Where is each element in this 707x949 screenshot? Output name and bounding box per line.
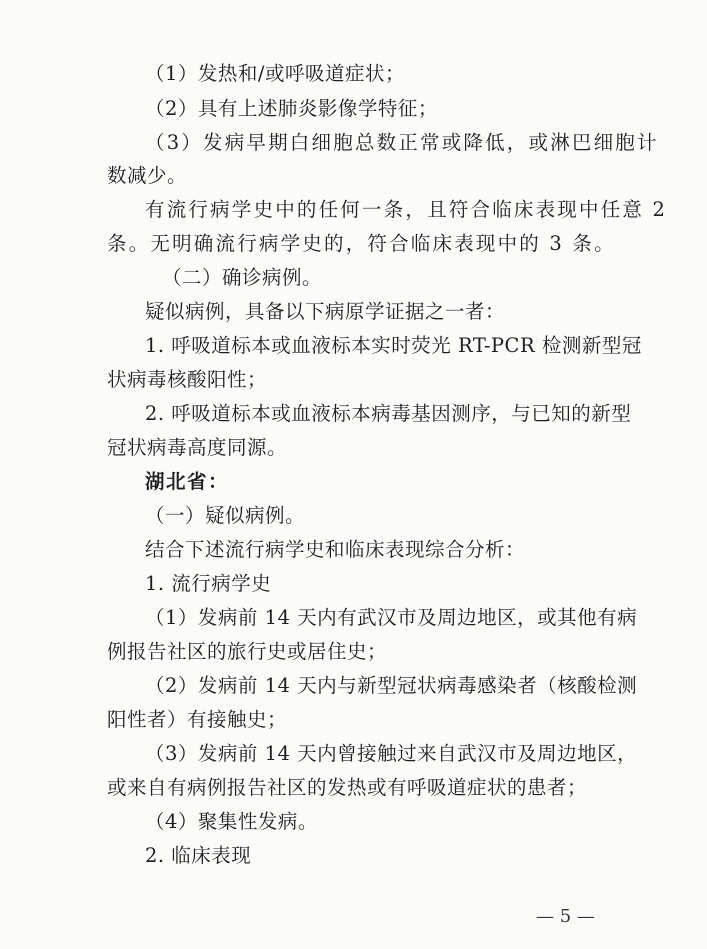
text-line: 例报告社区的旅行史或居住史； [107, 640, 388, 663]
text-line: （2）具有上述肺炎影像学特征； [145, 97, 438, 120]
text-line: 条。无明确流行病学史的，符合临床表现中的 3 条。 [107, 232, 616, 255]
text-line: 数减少。 [107, 164, 188, 187]
text-line: 疑似病例，具备以下病原学证据之一者： [145, 300, 506, 323]
region-heading: 湖北省： [145, 470, 230, 493]
text-line: 或来自有病例报告社区的发热或有呼吸道症状的患者； [107, 776, 588, 799]
text-line: （2）发病前 14 天内与新型冠状病毒感染者（核酸检测 [145, 674, 638, 697]
text-line: （1）发病前 14 天内有武汉市及周边地区，或其他有病 [145, 606, 638, 629]
section-heading: （二）确诊病例。 [162, 266, 323, 289]
text-line: 1. 流行病学史 [145, 572, 272, 595]
text-line: 有流行病学史中的任何一条，且符合临床表现中任意 2 [145, 198, 668, 221]
text-line: （4）聚集性发病。 [145, 810, 318, 833]
text-line: 2. 呼吸道标本或血液标本病毒基因测序，与已知的新型 [145, 402, 632, 425]
page-number: — 5 — [536, 906, 595, 927]
text-line: 2. 临床表现 [145, 844, 252, 867]
text-line: 1. 呼吸道标本或血液标本实时荧光 RT-PCR 检测新型冠 [145, 334, 642, 357]
section-heading: （一）疑似病例。 [145, 504, 306, 527]
text-line: （3）发病前 14 天内曾接触过来自武汉市及周边地区， [145, 742, 638, 765]
text-line: 状病毒核酸阳性； [107, 368, 268, 391]
text-line: （1）发热和/或呼吸道症状； [145, 62, 405, 85]
text-line: 结合下述流行病学史和临床表现综合分析： [145, 538, 526, 561]
text-line: （3）发病早期白细胞总数正常或降低，或淋巴细胞计 [145, 131, 659, 154]
text-line: 阳性者）有接触史； [107, 708, 288, 731]
text-line: 冠状病毒高度同源。 [107, 436, 288, 459]
